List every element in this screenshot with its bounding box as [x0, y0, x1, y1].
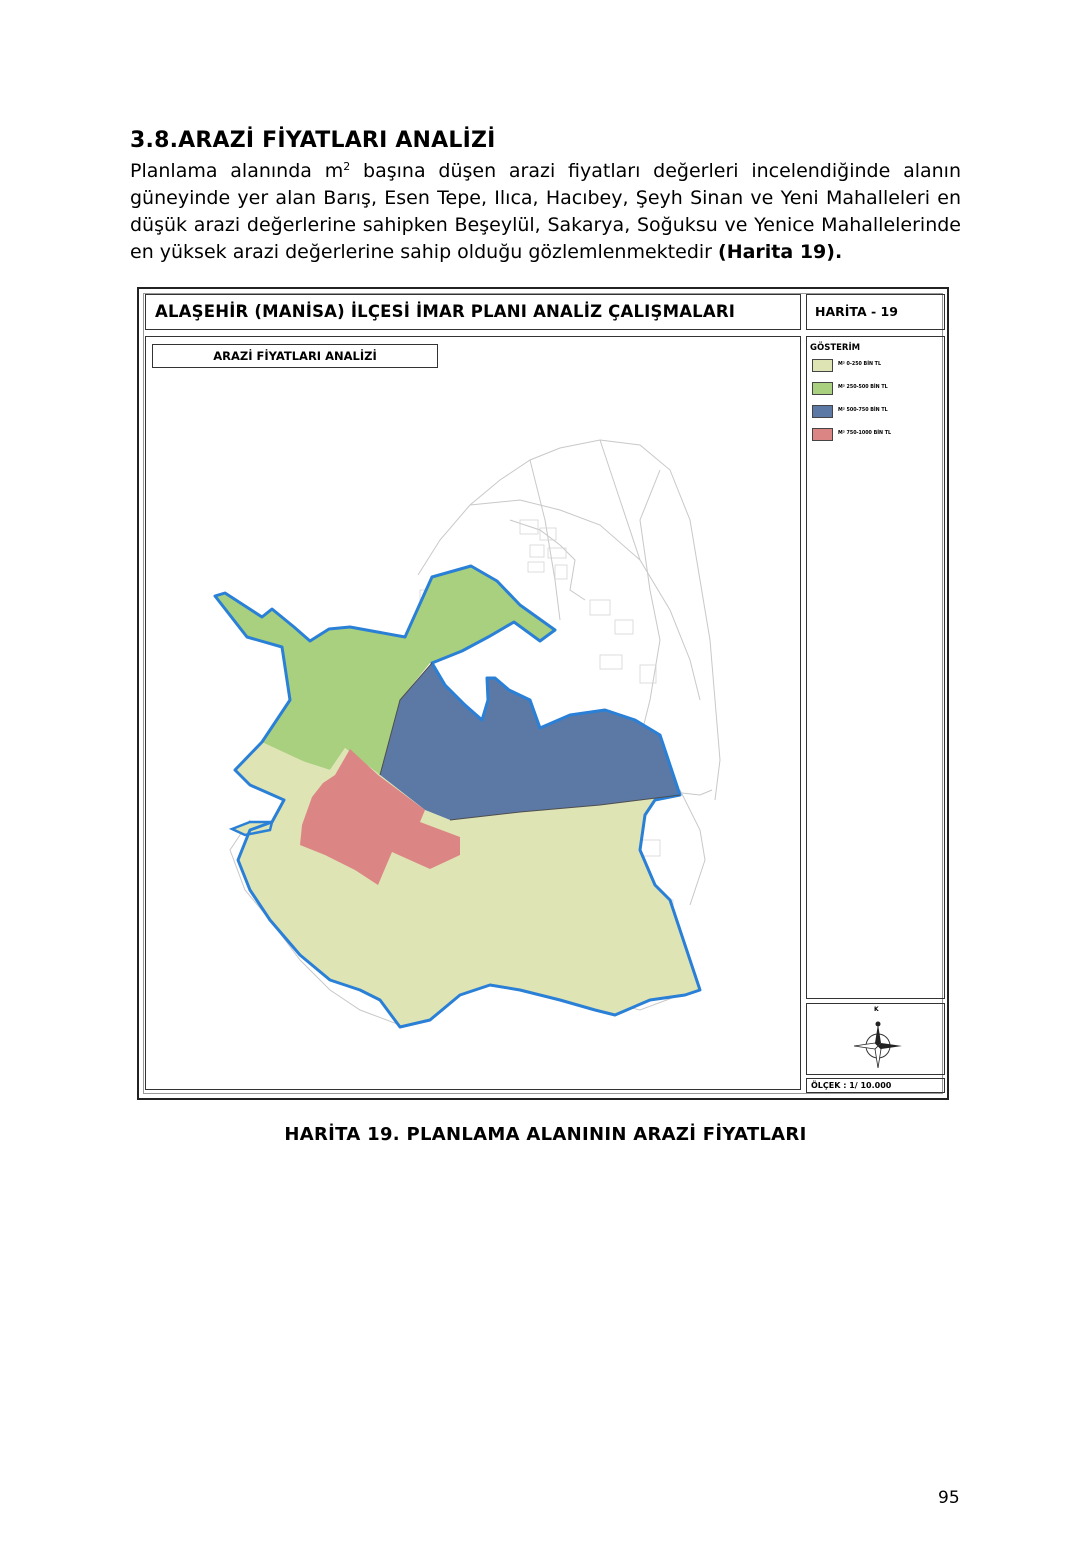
- north-arrow-icon: [848, 1018, 908, 1068]
- page-number: 95: [938, 1488, 960, 1508]
- legend-label: M² 500-750 BİN TL: [838, 408, 888, 413]
- map-sheet-number: HARİTA - 19: [806, 294, 945, 330]
- map-subtitle: ARAZİ FİYATLARI ANALİZİ: [152, 344, 438, 368]
- section-paragraph: [130, 158, 961, 266]
- map-scale: ÖLÇEK : 1/ 10.000: [806, 1078, 945, 1093]
- compass-panel: [806, 1003, 945, 1075]
- map-caption: HARİTA 19. PLANLAMA ALANININ ARAZİ FİYATLARI: [284, 1124, 807, 1145]
- paragraph-mid: başına düşen arazi fiyatları değerleri incelendiğinde alanın güneyinde yer alan Barış, Esen Tepe, Ilıca, Hacıbey, Şeyh Sinan ve Yeni Mahalleleri en düşük arazi değerlerine sahipken Beşeylül, Sakarya, Soğuksu ve Yenice Mahallelerinde en yüksek arazi değerlerine sahip olduğu gözlemlenmektedir: [130, 160, 961, 263]
- map-title: ALAŞEHİR (MANİSA) İLÇESİ İMAR PLANI ANALİZ ÇALIŞMALARI: [145, 294, 801, 330]
- compass-north-label: K: [874, 1006, 879, 1013]
- legend-label: M² 250-500 BİN TL: [838, 385, 888, 390]
- map-drawing: [146, 337, 800, 1089]
- section-heading: 3.8.ARAZİ FİYATLARI ANALİZİ: [130, 128, 496, 153]
- legend-swatch: [812, 428, 833, 441]
- superscript: 2: [343, 160, 351, 173]
- legend-label: M² 0-250 BİN TL: [838, 362, 882, 367]
- legend-label: M² 750-1000 BİN TL: [838, 431, 892, 436]
- legend-title: GÖSTERİM: [810, 343, 861, 353]
- legend-swatch: [812, 359, 833, 372]
- legend-swatch: [812, 382, 833, 395]
- map-reference: (Harita 19).: [718, 241, 843, 263]
- legend-swatch: [812, 405, 833, 418]
- map-area: [145, 336, 801, 1090]
- paragraph-start: Planlama alanında m: [130, 160, 344, 182]
- zone-500-750: [380, 663, 680, 820]
